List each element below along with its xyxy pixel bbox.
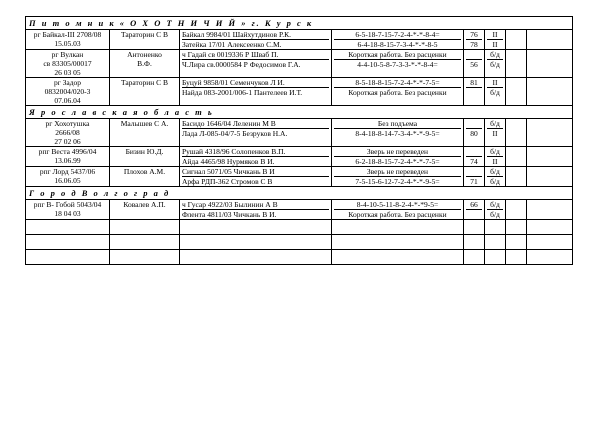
- empty-cell: [527, 50, 573, 78]
- score-value: 74: [470, 157, 478, 166]
- result-cell: [332, 30, 464, 50]
- empty-cell: [527, 167, 573, 187]
- empty-cell: [506, 167, 527, 187]
- dog-cell: [26, 78, 110, 106]
- empty-cell: [464, 235, 485, 250]
- table-row: [26, 119, 573, 147]
- score-value: 80: [470, 129, 478, 138]
- partner-value: Байкал 9984/01 Шайхутдинов Р.К.: [182, 30, 329, 40]
- empty-cell: [527, 200, 573, 220]
- grade-value: б/д: [487, 119, 503, 129]
- dog-line: рг Вулкан: [51, 50, 84, 59]
- empty-cell: [180, 250, 332, 265]
- partner-value: Ч.Лира св.0000584 Р Федосимов Г.А.: [182, 60, 301, 69]
- grade-cell: [485, 30, 506, 50]
- grade-value: б/д: [490, 88, 500, 97]
- owner-cell: [110, 30, 180, 50]
- grade-value: б/д: [490, 177, 500, 186]
- grade-cell: [485, 167, 506, 187]
- empty-cell: [485, 235, 506, 250]
- dog-cell: [26, 200, 110, 220]
- partner-value: Айда 4465/98 Нурмяков В И.: [182, 157, 275, 166]
- empty-cell: [527, 119, 573, 147]
- empty-cell: [506, 235, 527, 250]
- dog-cell: [26, 119, 110, 147]
- owner-line: В.Ф.: [137, 59, 152, 68]
- dog-line: 18 04 03: [54, 209, 81, 218]
- score-value: 56: [470, 60, 478, 69]
- result-cell: [332, 119, 464, 147]
- score-cell: [464, 147, 485, 167]
- blank-row: [26, 250, 573, 265]
- results-table: [25, 16, 573, 265]
- table-row: [26, 50, 573, 78]
- score-value: [466, 88, 482, 97]
- owner-line: Плохов А.М.: [123, 167, 166, 176]
- owner-cell: [110, 147, 180, 167]
- score-value: 71: [470, 177, 478, 186]
- dog-line: 0832004/020-3: [44, 87, 91, 96]
- section-title: Г о р о д В о л г о г р а д: [26, 187, 573, 200]
- partner-cell: [180, 167, 332, 187]
- dog-line: 26 03 05: [54, 68, 81, 77]
- dog-line: рг Задор: [53, 78, 82, 87]
- dog-line: св 83305/00017: [43, 59, 92, 68]
- grade-value: II: [487, 78, 503, 88]
- owner-cell: [110, 167, 180, 187]
- result-cell: [332, 78, 464, 106]
- owner-cell: [110, 78, 180, 106]
- empty-cell: [527, 250, 573, 265]
- dog-cell: [26, 30, 110, 50]
- owner-line: Тараторин С В: [120, 78, 169, 87]
- result-cell: [332, 50, 464, 78]
- grade-value: б/д: [490, 60, 500, 69]
- section-header: [26, 187, 573, 200]
- partner-value: Флента 4811/03 Чичкань В И.: [182, 210, 277, 219]
- empty-cell: [180, 235, 332, 250]
- dog-line: рпг Веста 4996/04: [38, 147, 97, 156]
- empty-cell: [332, 235, 464, 250]
- score-value: 78: [470, 40, 478, 49]
- owner-cell: [110, 50, 180, 78]
- dog-line: рпг Лорд 5437/06: [39, 167, 96, 176]
- partner-value: Буцуй 9858/01 Семенчуков Л И.: [182, 78, 329, 88]
- result-cell: [332, 200, 464, 220]
- result-value: Короткая работа. Без расценки: [348, 210, 447, 219]
- score-value: 76: [466, 30, 482, 40]
- empty-cell: [110, 235, 180, 250]
- section-header: [26, 17, 573, 30]
- score-value: [466, 147, 482, 157]
- score-cell: [464, 78, 485, 106]
- grade-value: II: [487, 30, 503, 40]
- owner-line: Тараторин С В: [120, 30, 169, 39]
- dog-line: рпг В- Гобой 5043/04: [33, 200, 102, 209]
- result-value: 6-4-18-8-15-7-3-4-*-*-8-5: [357, 40, 438, 49]
- dog-line: 27 02 06: [54, 137, 81, 146]
- partner-value: Басидо 1646/04 Леленин М В: [182, 119, 329, 129]
- partner-value: Найда 083-2001/006-1 Пантелеев И.Т.: [182, 88, 303, 97]
- score-value: [466, 210, 482, 219]
- score-value: [466, 167, 482, 177]
- score-cell: [464, 200, 485, 220]
- empty-cell: [26, 220, 110, 235]
- partner-value: Арфа РДП-362 Стромов С В: [182, 177, 273, 186]
- dog-line: 16.06.05: [54, 176, 81, 185]
- empty-cell: [485, 250, 506, 265]
- owner-line: Бизин Ю.Д.: [125, 147, 164, 156]
- empty-cell: [527, 30, 573, 50]
- empty-cell: [110, 220, 180, 235]
- result-value: Зверь не переведен: [334, 167, 461, 177]
- grade-value: II: [492, 129, 498, 138]
- result-value: Короткая работа. Без расценки: [348, 88, 447, 97]
- blank-row: [26, 235, 573, 250]
- grade-cell: [485, 200, 506, 220]
- owner-line: Малышев С А.: [120, 119, 169, 128]
- empty-cell: [506, 30, 527, 50]
- score-cell: [464, 50, 485, 78]
- empty-cell: [527, 235, 573, 250]
- dog-line: 07.06.04: [54, 96, 81, 105]
- empty-cell: [464, 250, 485, 265]
- blank-row: [26, 220, 573, 235]
- grade-cell: [485, 50, 506, 78]
- partner-value: Лада Л-085-04/7-5 Безруков Н.А.: [182, 129, 288, 138]
- partner-value: Сигнал 5071/05 Чичкань В И: [182, 167, 329, 177]
- partner-cell: [180, 30, 332, 50]
- empty-cell: [332, 220, 464, 235]
- score-value: [466, 50, 482, 60]
- score-cell: [464, 30, 485, 50]
- grade-value: б/д: [487, 200, 503, 210]
- partner-value: ч Гадай св 0019336 Р Шваб П.: [182, 50, 329, 60]
- dog-line: рг Хохотушка: [45, 119, 90, 128]
- empty-cell: [506, 200, 527, 220]
- grade-cell: [485, 147, 506, 167]
- result-cell: [332, 167, 464, 187]
- empty-cell: [485, 220, 506, 235]
- empty-cell: [527, 220, 573, 235]
- grade-value: б/д: [490, 210, 500, 219]
- empty-cell: [464, 220, 485, 235]
- dog-line: 15.05.03: [54, 39, 81, 48]
- empty-cell: [26, 235, 110, 250]
- section-title: Я р о с л а в с к а я о б л а с т ь: [26, 106, 573, 119]
- table-row: [26, 30, 573, 50]
- dog-line: 2666/08: [55, 128, 80, 137]
- dog-line: 13.06.99: [54, 156, 81, 165]
- result-value: 7-5-15-6-12-7-2-4-*-*-9-5=: [355, 177, 440, 186]
- owner-line: Антоненко: [127, 50, 162, 59]
- empty-cell: [506, 250, 527, 265]
- result-value: 4-4-10-5-8-7-3-3-*-*-8-4=: [357, 60, 438, 69]
- empty-cell: [506, 119, 527, 147]
- partner-value: Рушай 4318/96 Солопенков В.П.: [182, 147, 329, 157]
- table-row: [26, 200, 573, 220]
- grade-cell: [485, 78, 506, 106]
- result-value: 8-4-10-5-11-8-2-4-*-*9-5=: [334, 200, 461, 210]
- result-cell: [332, 147, 464, 167]
- empty-cell: [527, 78, 573, 106]
- grade-cell: [485, 119, 506, 147]
- empty-cell: [110, 250, 180, 265]
- grade-value: II: [492, 40, 498, 49]
- score-cell: [464, 167, 485, 187]
- score-value: 81: [466, 78, 482, 88]
- partner-cell: [180, 119, 332, 147]
- table-row: [26, 167, 573, 187]
- empty-cell: [332, 250, 464, 265]
- score-value: 66: [466, 200, 482, 210]
- table-row: [26, 147, 573, 167]
- dog-cell: [26, 50, 110, 78]
- owner-cell: [110, 119, 180, 147]
- grade-value: б/д: [487, 167, 503, 177]
- result-value: Зверь не переведен: [334, 147, 461, 157]
- score-value: [466, 119, 482, 129]
- dog-cell: [26, 167, 110, 187]
- empty-cell: [506, 50, 527, 78]
- result-value: Без подъема: [334, 119, 461, 129]
- empty-cell: [506, 220, 527, 235]
- grade-value: б/д: [487, 50, 503, 60]
- partner-cell: [180, 147, 332, 167]
- empty-cell: [527, 147, 573, 167]
- owner-line: Ковалев А.П.: [123, 200, 166, 209]
- owner-cell: [110, 200, 180, 220]
- partner-cell: [180, 78, 332, 106]
- result-value: Короткая работа. Без расценки: [334, 50, 461, 60]
- partner-cell: [180, 50, 332, 78]
- partner-value: Затейка 17/01 Алексеенко С.М.: [182, 40, 282, 49]
- section-header: [26, 106, 573, 119]
- empty-cell: [506, 78, 527, 106]
- empty-cell: [506, 147, 527, 167]
- grade-value: б/д: [487, 147, 503, 157]
- partner-value: ч Гусар 4922/03 Былинин А В: [182, 200, 329, 210]
- empty-cell: [180, 220, 332, 235]
- dog-line: рг Байкал-III 2708/08: [33, 30, 102, 39]
- score-cell: [464, 119, 485, 147]
- result-value: 8-5-18-8-15-7-2-4-*-*-7-5=: [334, 78, 461, 88]
- partner-cell: [180, 200, 332, 220]
- section-title: П и т о м н и к « О Х О Т Н И Ч И Й » г. К у р с к: [26, 17, 573, 30]
- result-value: 6-2-18-8-15-7-2-4-*-*-7-5=: [355, 157, 440, 166]
- grade-value: II: [492, 157, 498, 166]
- result-value: 8-4-18-8-14-7-3-4-*-*-9-5=: [355, 129, 440, 138]
- table-row: [26, 78, 573, 106]
- result-value: 6-5-18-7-15-7-2-4-*-*-8-4=: [334, 30, 461, 40]
- empty-cell: [26, 250, 110, 265]
- dog-cell: [26, 147, 110, 167]
